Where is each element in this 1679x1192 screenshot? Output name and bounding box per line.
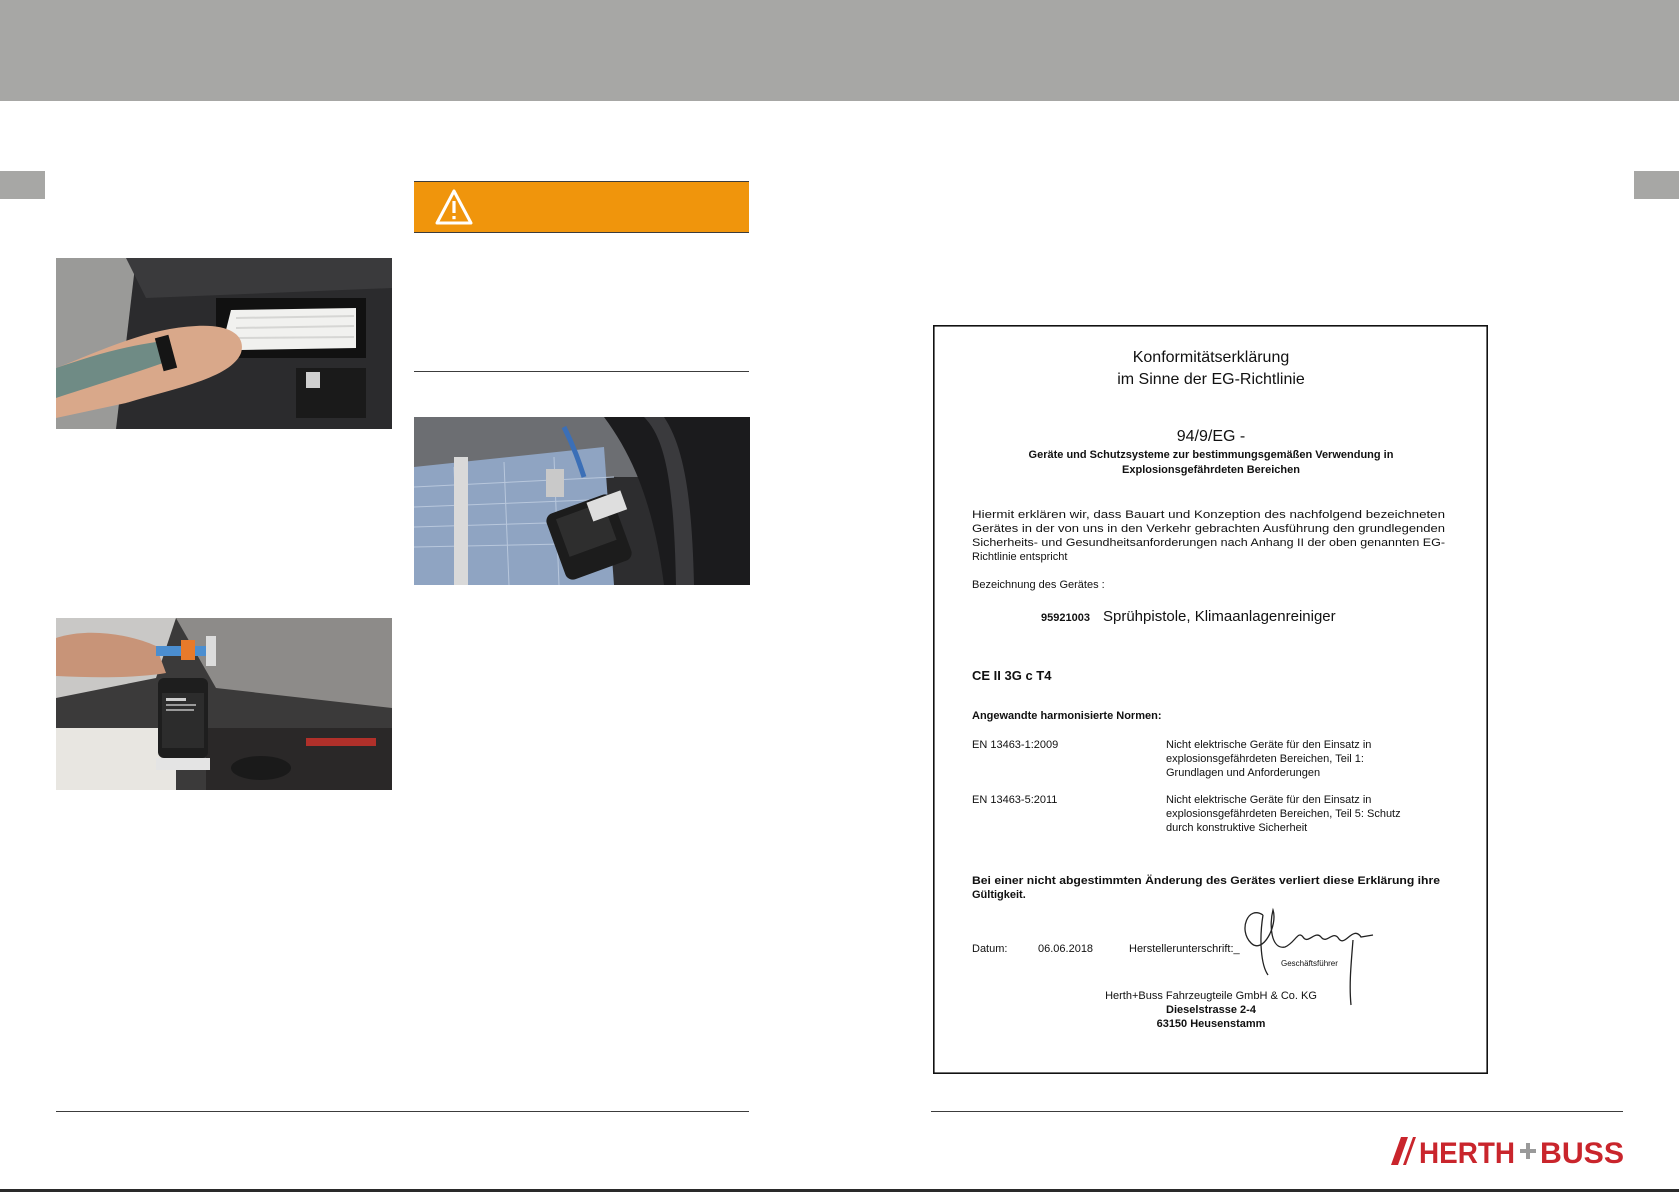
norm-description-line: explosionsgefährdeten Bereichen, Teil 1: — [1166, 753, 1364, 765]
device-name: Sprühpistole, Klimaanlagenreiniger — [1103, 608, 1336, 625]
directive-number: 94/9/EG - — [1176, 428, 1246, 445]
warning-bottom-rule — [414, 371, 749, 372]
statement-line: Richtlinie entspricht — [972, 551, 1068, 563]
norm-description-line: Nicht elektrische Geräte für den Einsatz in — [1166, 794, 1372, 806]
date-label: Datum: — [972, 943, 1008, 955]
norm-description-line: durch konstruktive Sicherheit — [1166, 822, 1308, 834]
warning-header — [414, 181, 749, 233]
ce-marking: CE II 3G c T4 — [972, 668, 1052, 683]
declaration-title-line2: im Sinne der EG-Richtlinie — [1117, 371, 1305, 388]
company-street: Dieselstrasse 2-4 — [1166, 1004, 1256, 1016]
company-city: 63150 Heusenstamm — [1156, 1018, 1266, 1030]
footer-rule-left — [56, 1111, 749, 1112]
spray-bottle-dashboard-photo — [414, 417, 750, 585]
statement-line: Sicherheits- und Gesundheitsanforderungen nach Anhang II der oben genannten EG- — [972, 537, 1446, 549]
declaration-of-conformity-scan — [933, 325, 1488, 1074]
signature-label: Herstellerunterschrift:_ — [1129, 943, 1240, 955]
logo-text-buss: BUSS — [1540, 1137, 1624, 1166]
warning-triangle-icon — [434, 188, 474, 226]
page-tab-left — [0, 171, 45, 199]
header-band — [0, 0, 1679, 101]
company-name: Herth+Buss Fahrzeugteile GmbH & Co. KG — [1105, 990, 1317, 1002]
statement-line: Hiermit erklären wir, dass Bauart und Konzeption des nachfolgend bezeichneten — [972, 509, 1445, 521]
footer-rule-right — [931, 1111, 1623, 1112]
date-value: 06.06.2018 — [1038, 943, 1094, 955]
cabin-air-filter-photo — [56, 258, 392, 429]
device-code: 95921003 — [1041, 612, 1090, 624]
norm-description-line: explosionsgefährdeten Bereichen, Teil 5: Schutz — [1166, 808, 1401, 820]
norm-code: EN 13463-1:2009 — [972, 739, 1059, 751]
validity-note-line2: Gültigkeit. — [972, 889, 1026, 901]
norm-code: EN 13463-5:2011 — [972, 794, 1058, 806]
page-tab-right — [1634, 171, 1679, 199]
spray-gun-engine-bay-photo — [56, 618, 392, 790]
norm-description-line: Nicht elektrische Geräte für den Einsatz in — [1166, 739, 1372, 751]
norms-heading: Angewandte harmonisierte Normen: — [972, 710, 1162, 722]
signer-role: Geschäftsführer — [1281, 959, 1338, 968]
device-label: Bezeichnung des Gerätes : — [972, 579, 1105, 591]
directive-subtitle-line2: Explosionsgefährdeten Bereichen — [1122, 464, 1300, 476]
statement-line: Gerätes in der von uns in den Verkehr gebrachten Ausführung den grundlegenden — [972, 523, 1445, 535]
declaration-title-line1: Konformitätserklärung — [1132, 349, 1290, 366]
logo-text-herth: HERTH — [1419, 1137, 1515, 1166]
directive-subtitle-line1: Geräte und Schutzsysteme zur bestimmungsgemäßen Verwendung in — [1028, 449, 1394, 461]
norm-description-line: Grundlagen und Anforderungen — [1166, 767, 1321, 779]
validity-note-line1: Bei einer nicht abgestimmten Änderung des Gerätes verliert diese Erklärung ihre — [972, 875, 1396, 887]
herth-buss-logo — [1389, 1136, 1625, 1166]
